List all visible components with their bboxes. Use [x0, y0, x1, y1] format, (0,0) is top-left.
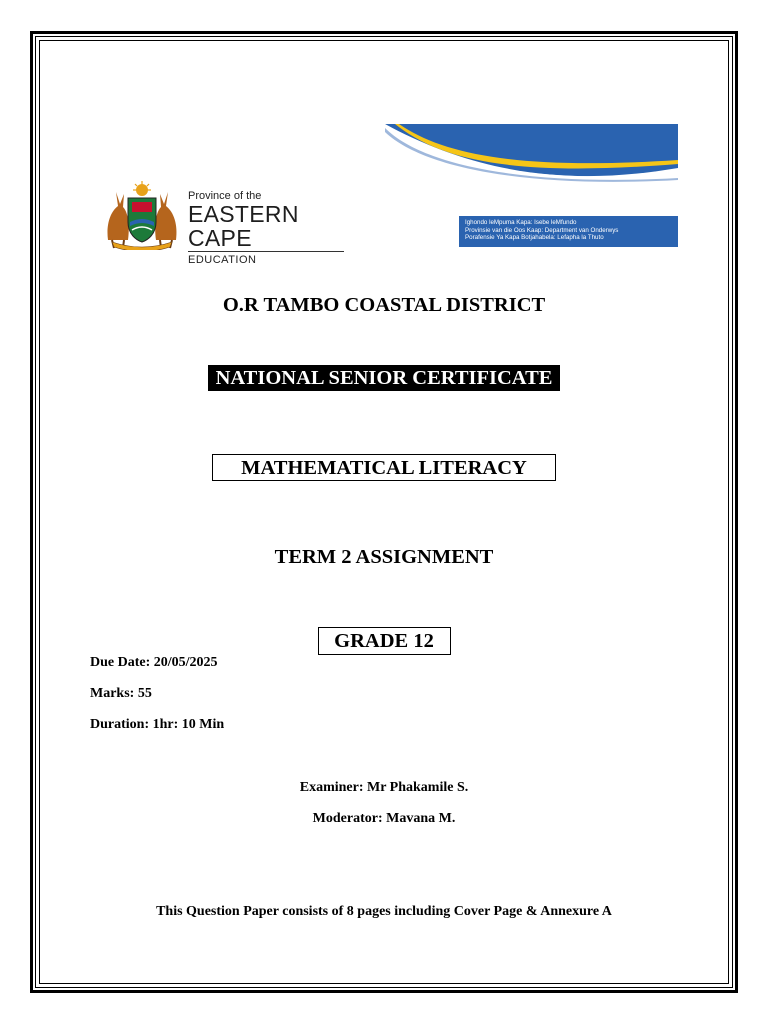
banner-line-xhosa: Ighondo leMpuma Kapa: Isebe leMfundo — [465, 219, 577, 226]
moderator-name: Moderator: Mavana M. — [312, 811, 456, 826]
duration: Duration: 1hr: 10 Min — [90, 717, 225, 732]
department-name-banner — [459, 216, 678, 247]
subject-title-wrap — [0, 454, 768, 481]
due-date: Due Date: 20/05/2025 — [90, 655, 218, 670]
coat-of-arms-icon — [98, 180, 186, 250]
logo-province-text: Province of the — [188, 190, 262, 202]
logo-name-text: EASTERN CAPE — [188, 201, 299, 251]
header-swoosh-graphic — [385, 124, 678, 186]
assignment-title: TERM 2 ASSIGNMENT — [274, 546, 494, 568]
certificate-title: NATIONAL SENIOR CERTIFICATE — [208, 365, 561, 391]
page-count-note: This Question Paper consists of 8 pages including Cover Page & Annexure A — [156, 904, 612, 919]
district-title: O.R TAMBO COASTAL DISTRICT — [222, 294, 546, 316]
banner-line-afrikaans: Provinsie van die Oos Kaap: Department van Onderwys — [465, 226, 619, 234]
eastern-cape-education-logo — [98, 180, 358, 266]
grade-title: GRADE 12 — [318, 627, 451, 655]
banner-line-sotho: Porafensie Ya Kapa Botjahabela: Lefapha la Thuto — [465, 234, 604, 242]
total-marks: Marks: 55 — [90, 686, 152, 701]
subject-title: MATHEMATICAL LITERACY — [212, 454, 556, 481]
certificate-title-wrap — [0, 365, 768, 391]
logo-education-text: EDUCATION — [188, 254, 257, 266]
examiner-name: Examiner: Mr Phakamile S. — [299, 780, 469, 795]
grade-title-wrap — [0, 627, 768, 655]
logo-divider — [188, 251, 344, 252]
